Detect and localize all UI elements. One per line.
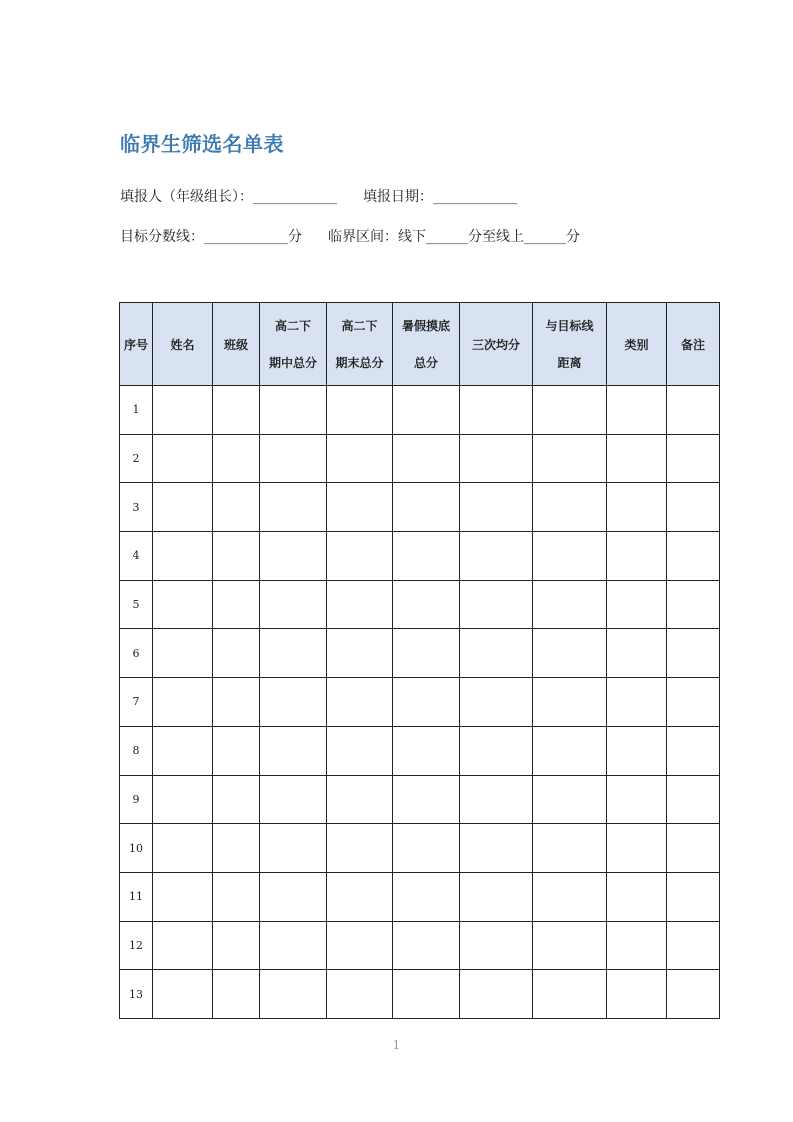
table-cell[interactable] [533,483,607,532]
table-cell[interactable] [260,386,327,435]
reporter-line [120,186,517,206]
table-cell[interactable] [607,629,667,678]
table-row [120,678,720,727]
table-cell[interactable] [460,775,533,824]
table-cell[interactable] [607,532,667,581]
table-cell[interactable] [260,824,327,873]
table-cell[interactable] [153,434,213,483]
table-cell[interactable] [327,434,393,483]
table-cell[interactable] [607,970,667,1019]
table-cell[interactable] [260,921,327,970]
table-row [120,483,720,532]
row-number: 9 [120,775,153,824]
row-number: 3 [120,483,153,532]
column-header-label: 班级 [223,337,248,352]
table-cell[interactable] [607,726,667,775]
column-header-label: 距离 [557,356,582,370]
table-row [120,824,720,873]
column-header-label: 高二下 [341,319,378,333]
table-cell[interactable] [607,872,667,921]
target-unit: 分 [288,229,302,245]
table-cell[interactable] [460,580,533,629]
column-header-label: 与目标线 [545,319,594,333]
table-cell[interactable] [213,921,260,970]
column-header-label: 三次均分 [471,337,520,352]
table-row [120,532,720,581]
table-cell[interactable] [460,386,533,435]
table-cell[interactable] [460,921,533,970]
table-cell[interactable] [260,483,327,532]
table-row [120,434,720,483]
table-cell[interactable] [153,824,213,873]
table-cell[interactable] [153,532,213,581]
table-cell[interactable] [327,726,393,775]
table-row [120,872,720,921]
column-header [153,303,213,386]
table-cell[interactable] [667,726,720,775]
date-field[interactable]: ____________ [433,189,517,205]
table-cell[interactable] [460,678,533,727]
table-cell[interactable] [533,678,607,727]
table-cell[interactable] [533,970,607,1019]
row-number: 1 [120,386,153,435]
below-field[interactable]: ______ [426,229,468,245]
target-line [120,226,580,246]
table-cell[interactable] [667,580,720,629]
table-cell[interactable] [213,580,260,629]
column-header-label: 备注 [680,337,705,352]
table-cell[interactable] [213,726,260,775]
table-cell[interactable] [327,532,393,581]
table-cell[interactable] [533,726,607,775]
row-number: 2 [120,434,153,483]
table-cell[interactable] [260,775,327,824]
row-number: 11 [120,872,153,921]
table-cell[interactable] [667,775,720,824]
table-cell[interactable] [153,386,213,435]
table-cell[interactable] [393,580,460,629]
target-label: 目标分数线： [120,229,204,245]
table-cell[interactable] [667,872,720,921]
page-number: 1 [392,1038,401,1052]
table-cell[interactable] [393,629,460,678]
table-cell[interactable] [153,775,213,824]
table-cell[interactable] [533,629,607,678]
interval-label: 临界区间：线下 [328,229,426,245]
page-title: 临界生筛选名单表 [120,132,284,156]
table-cell[interactable] [327,580,393,629]
table-cell[interactable] [460,434,533,483]
table-cell[interactable] [667,970,720,1019]
table-cell[interactable] [260,872,327,921]
table-cell[interactable] [327,775,393,824]
table-cell[interactable] [533,775,607,824]
column-header [260,303,327,386]
table-cell[interactable] [260,434,327,483]
table-cell[interactable] [607,824,667,873]
table-row [120,775,720,824]
table-body [120,386,720,1019]
table-cell[interactable] [667,921,720,970]
date-label: 填报日期： [363,189,433,205]
column-header-label: 期中总分 [268,356,317,370]
row-number: 7 [120,678,153,727]
table-cell[interactable] [327,629,393,678]
table-cell[interactable] [153,970,213,1019]
column-header-label: 序号 [123,337,148,352]
table-cell[interactable] [393,483,460,532]
row-number: 8 [120,726,153,775]
table-cell[interactable] [533,386,607,435]
table-cell[interactable] [327,483,393,532]
table-cell[interactable] [153,678,213,727]
table-row [120,726,720,775]
column-header-label: 姓名 [170,337,195,352]
table-cell[interactable] [327,921,393,970]
table-cell[interactable] [460,629,533,678]
table-cell[interactable] [213,824,260,873]
column-header [533,303,607,386]
table-cell[interactable] [393,775,460,824]
table-cell[interactable] [327,872,393,921]
table-cell[interactable] [260,678,327,727]
column-header [327,303,393,386]
table-cell[interactable] [533,532,607,581]
table-cell[interactable] [533,580,607,629]
table-cell[interactable] [533,872,607,921]
row-number: 4 [120,532,153,581]
table-cell[interactable] [213,970,260,1019]
table-row [120,580,720,629]
table-cell[interactable] [393,921,460,970]
reporter-field[interactable]: ____________ [253,189,337,205]
row-number: 5 [120,580,153,629]
table-cell[interactable] [393,824,460,873]
table-cell[interactable] [213,629,260,678]
table-cell[interactable] [393,678,460,727]
table-cell[interactable] [393,970,460,1019]
table-cell[interactable] [393,726,460,775]
table-cell[interactable] [607,434,667,483]
table-cell[interactable] [607,921,667,970]
table-cell[interactable] [393,532,460,581]
column-header [213,303,260,386]
row-number: 13 [120,970,153,1019]
table-row [120,970,720,1019]
table-cell[interactable] [260,532,327,581]
table-cell[interactable] [393,872,460,921]
table-cell[interactable] [260,580,327,629]
table-row [120,386,720,435]
table-cell[interactable] [153,872,213,921]
interval-unit: 分 [566,229,580,245]
table-cell[interactable] [667,434,720,483]
table-cell[interactable] [260,726,327,775]
column-header [607,303,667,386]
table-row [120,921,720,970]
table-cell[interactable] [327,824,393,873]
column-header [120,303,153,386]
table-cell[interactable] [153,921,213,970]
table-cell[interactable] [213,872,260,921]
table-cell[interactable] [460,970,533,1019]
column-header-label: 高二下 [274,319,311,333]
column-header [393,303,460,386]
table-cell[interactable] [213,386,260,435]
table-row [120,629,720,678]
table-cell[interactable] [667,532,720,581]
header-row [120,303,720,386]
target-field[interactable]: ____________ [204,229,288,245]
table-cell[interactable] [153,483,213,532]
table-cell[interactable] [607,678,667,727]
table-cell[interactable] [260,629,327,678]
column-header [667,303,720,386]
table-cell[interactable] [667,678,720,727]
table-cell[interactable] [327,678,393,727]
table-cell[interactable] [327,970,393,1019]
table-cell[interactable] [213,483,260,532]
table-cell[interactable] [213,434,260,483]
row-number: 6 [120,629,153,678]
table-cell[interactable] [460,824,533,873]
table-cell[interactable] [607,775,667,824]
table-cell[interactable] [153,580,213,629]
table-cell[interactable] [607,580,667,629]
interval-mid-text: 分至线上 [468,229,524,245]
column-header-label: 类别 [624,337,649,352]
student-table [119,302,720,1019]
table-cell[interactable] [327,386,393,435]
table-cell[interactable] [260,970,327,1019]
column-header-label: 期末总分 [335,356,384,370]
column-header-label: 总分 [413,356,438,370]
table-cell[interactable] [533,921,607,970]
table-cell[interactable] [533,824,607,873]
column-header-label: 暑假摸底 [401,319,450,333]
table-cell[interactable] [607,386,667,435]
table-cell[interactable] [460,483,533,532]
table-cell[interactable] [393,386,460,435]
table-cell[interactable] [607,483,667,532]
table-cell[interactable] [667,386,720,435]
table-cell[interactable] [460,532,533,581]
table-cell[interactable] [213,775,260,824]
table-cell[interactable] [460,872,533,921]
table-cell[interactable] [213,532,260,581]
table-cell[interactable] [153,726,213,775]
table-cell[interactable] [393,434,460,483]
table-cell[interactable] [667,483,720,532]
row-number: 12 [120,921,153,970]
table-cell[interactable] [213,678,260,727]
reporter-label: 填报人（年级组长）： [120,189,253,205]
table-cell[interactable] [533,434,607,483]
table-cell[interactable] [153,629,213,678]
table-cell[interactable] [667,824,720,873]
table-cell[interactable] [667,629,720,678]
table-cell[interactable] [460,726,533,775]
above-field[interactable]: ______ [524,229,566,245]
row-number: 10 [120,824,153,873]
column-header [460,303,533,386]
